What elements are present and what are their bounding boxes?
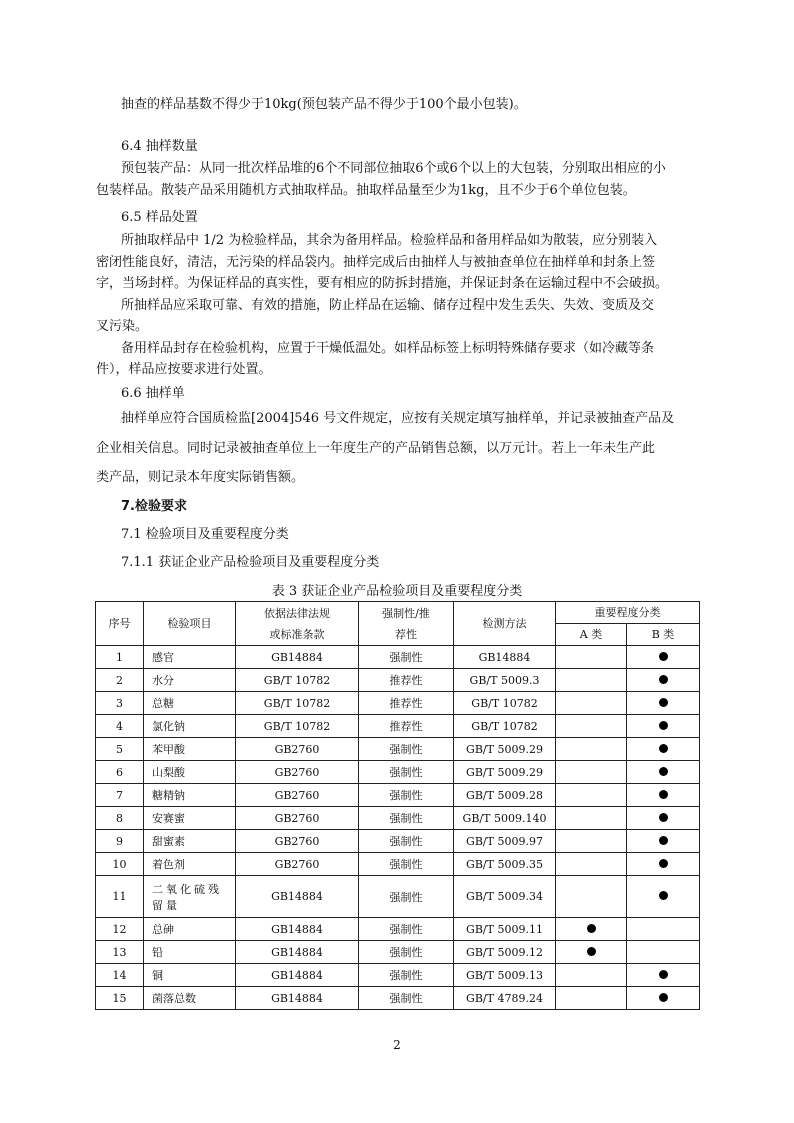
cell-no: 14: [96, 964, 144, 987]
cell-class-b: [627, 941, 700, 964]
cell-class-a: [556, 853, 627, 876]
section-6-4-text-2: 包装样品。散装产品采用随机方式抽取样品。抽取样品量至少为1kg，且不少于6个单位包装。: [96, 183, 636, 198]
section-6-5-text-1: 所抽取样品中 1/2 为检验样品，其余为备用样品。检验样品和备用样品如为散装，应分别装入: [121, 233, 658, 248]
section-6-6-heading: 6.6 抽样单: [121, 386, 185, 401]
cell-class-a: [556, 807, 627, 830]
cell-basis: GB/T 10782: [236, 669, 359, 692]
section-6-5-text-4: 所抽样品应采取可靠、有效的措施，防止样品在运输、储存过程中发生丢失、失效、变质及交: [121, 298, 655, 313]
filled-circle-icon: [659, 891, 668, 900]
cell-basis: GB14884: [236, 964, 359, 987]
cell-class-a: [556, 646, 627, 669]
cell-no: 13: [96, 941, 144, 964]
cell-class-a: [556, 784, 627, 807]
cell-class-b: [627, 646, 700, 669]
cell-type: 强制性: [359, 830, 454, 853]
cell-basis: GB/T 10782: [236, 715, 359, 738]
table-row: [96, 761, 700, 784]
cell-method: GB/T 5009.11: [454, 918, 556, 941]
section-6-5-text-2: 密闭性能良好，清洁，无污染的样品袋内。抽样完成后由抽样人与被抽查单位在抽样单和封条上签: [96, 255, 656, 270]
table-row: [96, 669, 700, 692]
cell-no: 15: [96, 987, 144, 1010]
cell-method: GB/T 5009.13: [454, 964, 556, 987]
cell-item: 糖精钠: [144, 784, 236, 807]
cell-item: 铅: [144, 941, 236, 964]
table-row: [96, 918, 700, 941]
section-6-5-text-3: 字，当场封样。为保证样品的真实性，要有相应的防拆封措施，并保证封条在运输过程中不会破损。: [96, 276, 669, 291]
section-6-6-text-2: 企业相关信息。同时记录被抽查单位上一年度生产的产品销售总额，以万元计。若上一年未生产此: [96, 441, 656, 456]
cell-item: 山梨酸: [144, 761, 236, 784]
cell-item: 着色剂: [144, 853, 236, 876]
cell-class-b: [627, 918, 700, 941]
cell-method: GB/T 5009.3: [454, 669, 556, 692]
cell-method: GB/T 10782: [454, 715, 556, 738]
cell-basis: GB14884: [236, 987, 359, 1010]
cell-item: 感官: [144, 646, 236, 669]
cell-item: 苯甲酸: [144, 738, 236, 761]
filled-circle-icon: [659, 744, 668, 753]
cell-item: 菌落总数: [144, 987, 236, 1010]
cell-class-a: [556, 761, 627, 784]
table-row: [96, 941, 700, 964]
table-body: [96, 646, 700, 1010]
cell-type: 强制性: [359, 987, 454, 1010]
cell-class-a: [556, 918, 627, 941]
cell-method: GB/T 10782: [454, 692, 556, 715]
cell-class-b: [627, 964, 700, 987]
cell-item: 总糖: [144, 692, 236, 715]
cell-no: 7: [96, 784, 144, 807]
cell-item: 安赛蜜: [144, 807, 236, 830]
cell-class-a: [556, 715, 627, 738]
filled-circle-icon: [659, 859, 668, 868]
table-caption: 表 3 获证企业产品检验项目及重要程度分类: [271, 584, 523, 599]
cell-no: 5: [96, 738, 144, 761]
cell-class-b: [627, 715, 700, 738]
cell-basis: GB14884: [236, 918, 359, 941]
cell-no: 1: [96, 646, 144, 669]
header-basis-line1: 依据法律法规: [264, 606, 330, 620]
cell-type: 强制性: [359, 941, 454, 964]
inspection-items-table: [95, 601, 700, 1010]
cell-method: GB/T 5009.29: [454, 738, 556, 761]
section-7-1-heading: 7.1 检验项目及重要程度分类: [121, 527, 289, 542]
page-number: 2: [393, 1038, 401, 1052]
section-6-6-text-3: 类产品，则记录本年度实际销售额。: [96, 470, 305, 485]
cell-basis: GB2760: [236, 807, 359, 830]
cell-basis: GB14884: [236, 646, 359, 669]
filled-circle-icon: [659, 813, 668, 822]
section-6-4-text-1: 预包装产品：从同一批次样品堆的6个不同部位抽取6个或6个以上的大包装，分别取出相应的小: [121, 161, 666, 176]
filled-circle-icon: [659, 767, 668, 776]
cell-type: 推荐性: [359, 669, 454, 692]
cell-class-a: [556, 876, 627, 918]
cell-type: 强制性: [359, 807, 454, 830]
table-row: [96, 964, 700, 987]
table-row: [96, 830, 700, 853]
filled-circle-icon: [659, 698, 668, 707]
section-6-5-text-7: 件），样品应按要求进行处置。: [96, 362, 272, 377]
header-item: 检验项目: [144, 602, 236, 646]
cell-method: GB/T 5009.12: [454, 941, 556, 964]
filled-circle-icon: [659, 970, 668, 979]
cell-class-b: [627, 761, 700, 784]
cell-method: GB/T 5009.29: [454, 761, 556, 784]
cell-type: 强制性: [359, 918, 454, 941]
filled-circle-icon: [659, 836, 668, 845]
cell-basis: GB2760: [236, 738, 359, 761]
cell-item: 铜: [144, 964, 236, 987]
filled-circle-icon: [659, 790, 668, 799]
cell-class-b: [627, 987, 700, 1010]
section-6-5-text-6: 备用样品封存在检验机构，应置于干燥低温处。如样品标签上标明特殊储存要求（如冷藏等条: [121, 341, 655, 356]
cell-class-a: [556, 692, 627, 715]
cell-class-b: [627, 784, 700, 807]
table-row: [96, 807, 700, 830]
cell-item: 甜蜜素: [144, 830, 236, 853]
cell-basis: GB2760: [236, 853, 359, 876]
header-importance: 重要程度分类: [556, 602, 700, 624]
section-6-5-text-5: 叉污染。: [96, 319, 149, 334]
cell-method: GB/T 5009.34: [454, 876, 556, 918]
filled-circle-icon: [587, 924, 596, 933]
header-type: [359, 602, 454, 646]
cell-method: GB/T 5009.140: [454, 807, 556, 830]
cell-no: 4: [96, 715, 144, 738]
cell-class-a: [556, 941, 627, 964]
cell-basis: GB2760: [236, 784, 359, 807]
cell-basis: GB/T 10782: [236, 692, 359, 715]
cell-item: 二氧化硫残留量: [144, 876, 236, 918]
cell-type: 推荐性: [359, 715, 454, 738]
cell-no: 12: [96, 918, 144, 941]
cell-type: 强制性: [359, 761, 454, 784]
cell-basis: GB2760: [236, 830, 359, 853]
table-row: [96, 715, 700, 738]
table-row: [96, 876, 700, 918]
header-type-line1: 强制性/推: [382, 606, 430, 620]
cell-type: 强制性: [359, 876, 454, 918]
cell-class-a: [556, 964, 627, 987]
cell-class-b: [627, 738, 700, 761]
header-class-b: B 类: [627, 624, 700, 646]
filled-circle-icon: [659, 652, 668, 661]
cell-basis: GB2760: [236, 761, 359, 784]
table-row: [96, 738, 700, 761]
section-6-5-heading: 6.5 样品处置: [121, 210, 198, 225]
header-type-line2: 荐性: [395, 627, 417, 641]
cell-no: 8: [96, 807, 144, 830]
sampling-base-text: 抽查的样品基数不得少于10kg(预包装产品不得少于100个最小包装)。: [121, 97, 527, 112]
filled-circle-icon: [659, 675, 668, 684]
cell-class-a: [556, 830, 627, 853]
cell-class-b: [627, 830, 700, 853]
table-row: [96, 853, 700, 876]
filled-circle-icon: [659, 721, 668, 730]
header-class-a: A 类: [556, 624, 627, 646]
cell-class-a: [556, 669, 627, 692]
cell-method: GB/T 5009.97: [454, 830, 556, 853]
header-basis: [236, 602, 359, 646]
table-row: [96, 646, 700, 669]
cell-no: 2: [96, 669, 144, 692]
cell-method: GB/T 5009.35: [454, 853, 556, 876]
cell-type: 推荐性: [359, 692, 454, 715]
cell-class-b: [627, 669, 700, 692]
cell-no: 11: [96, 876, 144, 918]
cell-class-b: [627, 876, 700, 918]
header-basis-line2: 或标准条款: [269, 627, 325, 641]
cell-class-a: [556, 987, 627, 1010]
section-6-4-heading: 6.4 抽样数量: [121, 139, 198, 154]
cell-basis: GB14884: [236, 941, 359, 964]
filled-circle-icon: [659, 993, 668, 1002]
cell-no: 6: [96, 761, 144, 784]
cell-type: 强制性: [359, 646, 454, 669]
section-6-6-text-1: 抽样单应符合国质检监[2004]546 号文件规定，应按有关规定填写抽样单，并记录被抽查产品及: [121, 411, 675, 426]
cell-no: 10: [96, 853, 144, 876]
cell-class-b: [627, 692, 700, 715]
table-row: [96, 784, 700, 807]
section-7-1-1-heading: 7.1.1 获证企业产品检验项目及重要程度分类: [121, 555, 380, 570]
cell-type: 强制性: [359, 964, 454, 987]
cell-item: 水分: [144, 669, 236, 692]
cell-class-a: [556, 738, 627, 761]
cell-type: 强制性: [359, 784, 454, 807]
cell-class-b: [627, 807, 700, 830]
filled-circle-icon: [587, 947, 596, 956]
cell-method: GB14884: [454, 646, 556, 669]
cell-method: GB/T 4789.24: [454, 987, 556, 1010]
cell-item: 总砷: [144, 918, 236, 941]
cell-method: GB/T 5009.28: [454, 784, 556, 807]
header-no: 序号: [96, 602, 144, 646]
cell-item: 氯化钠: [144, 715, 236, 738]
cell-type: 强制性: [359, 853, 454, 876]
table-row: [96, 987, 700, 1010]
section-7-heading: 7.检验要求: [121, 499, 187, 514]
cell-type: 强制性: [359, 738, 454, 761]
cell-no: 9: [96, 830, 144, 853]
cell-class-b: [627, 853, 700, 876]
table-row: [96, 692, 700, 715]
cell-no: 3: [96, 692, 144, 715]
header-method: 检测方法: [454, 602, 556, 646]
cell-basis: GB14884: [236, 876, 359, 918]
